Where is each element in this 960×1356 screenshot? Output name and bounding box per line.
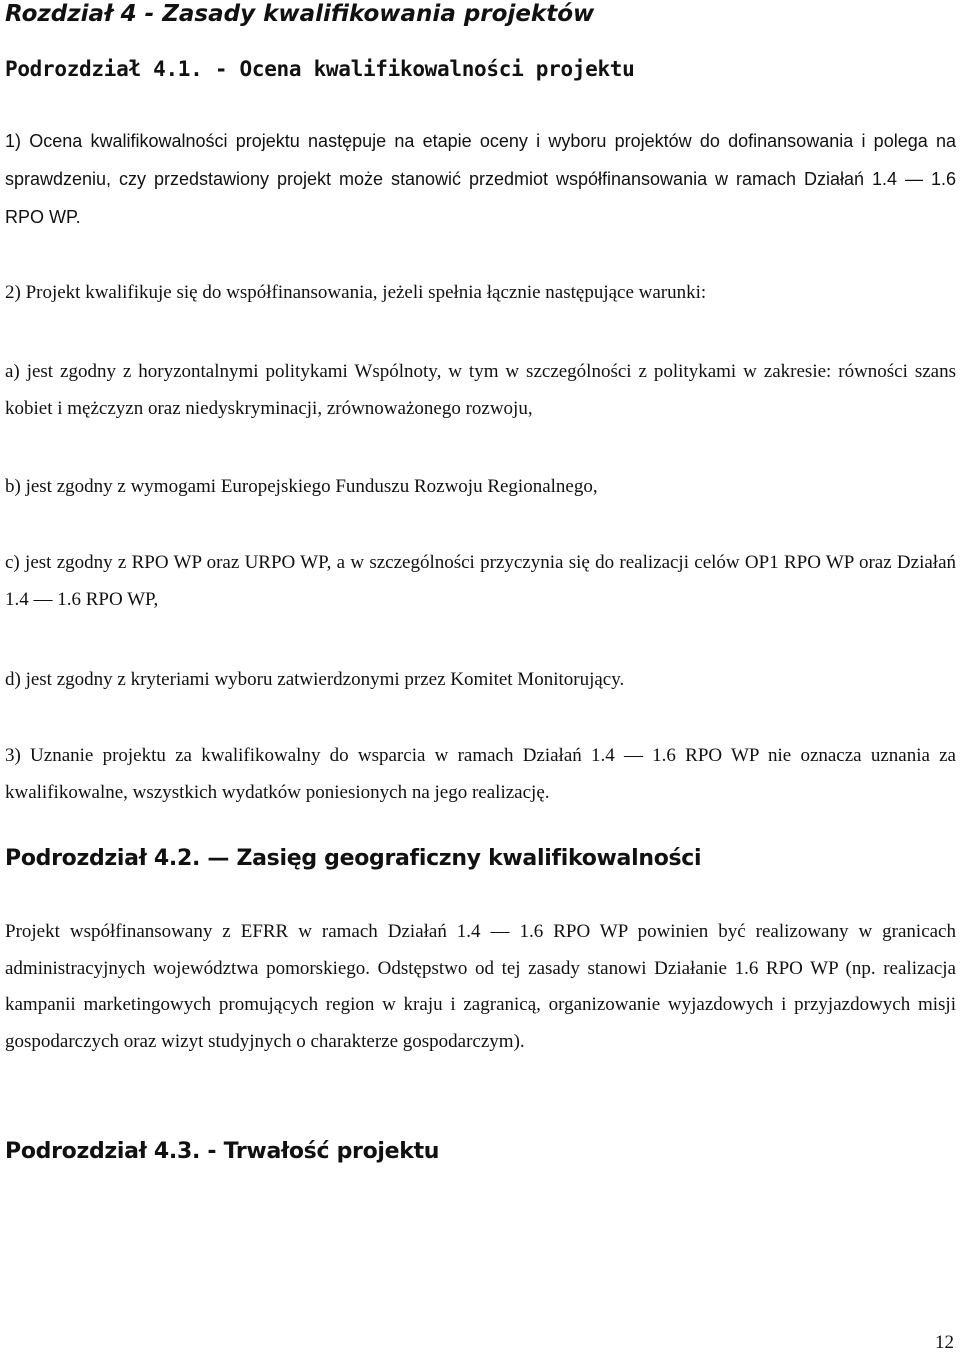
section-4-1-paragraph-1: 1) Ocena kwalifikowalności projektu następuje na etapie oceny i wyboru projektów do dofinansowania i polega na sprawdzeniu, czy przedstawiony projekt może stanowić przedmiot współfinansowania w ramach Działań 1.4 — 1.6 RPO WP. bbox=[5, 131, 956, 227]
section-4-1-heading: Podrozdział 4.1. - Ocena kwalifikowalności projektu bbox=[5, 57, 635, 81]
condition-item-a: a) jest zgodny z horyzontalnymi politykami Wspólnoty, w tym w szczególności z politykami w zakresie: równości szans kobiet i mężczyzn oraz niedyskryminacji, zrównoważonego rozwoju, bbox=[5, 361, 956, 419]
section-4-1-paragraph-2: 2) Projekt kwalifikuje się do współfinansowania, jeżeli spełnia łącznie następujące warunki: bbox=[5, 282, 707, 303]
condition-item-d: d) jest zgodny z kryteriami wyboru zatwierdzonymi przez Komitet Monitorujący. bbox=[5, 669, 625, 690]
condition-item-b: b) jest zgodny z wymogami Europejskiego Funduszu Rozwoju Regionalnego, bbox=[5, 476, 598, 497]
section-4-3-heading: Podrozdział 4.3. - Trwałość projektu bbox=[5, 1139, 440, 1164]
page-number: 12 bbox=[935, 1332, 954, 1353]
condition-item-c: c) jest zgodny z RPO WP oraz URPO WP, a w szczególności przyczynia się do realizacji celów OP1 RPO WP oraz Działań 1.4 — 1.6 RPO WP, bbox=[5, 552, 956, 610]
section-4-2-paragraph-1: Projekt współfinansowany z EFRR w ramach Działań 1.4 — 1.6 RPO WP powinien być realizowany w granicach administracyjnych województwa pomorskiego. Odstępstwo od tej zasady stanowi Działanie 1.6 RPO WP (np. realizacja kampanii marketingowych promujących region w kraju i zagranicą, organizowanie wyjazdowych i przyjazdowych misji gospodarczych oraz wizyt studyjnych o charakterze gospodarczym). bbox=[5, 921, 956, 1052]
section-4-1-paragraph-3: 3) Uznanie projektu za kwalifikowalny do wsparcia w ramach Działań 1.4 — 1.6 RPO WP nie oznacza uznania za kwalifikowalne, wszystkich wydatków poniesionych na jego realizację. bbox=[5, 745, 956, 803]
section-4-2-heading: Podrozdział 4.2. — Zasięg geograficzny kwalifikowalności bbox=[5, 846, 702, 871]
chapter-title: Rozdział 4 - Zasady kwalifikowania projektów bbox=[5, 1, 595, 27]
